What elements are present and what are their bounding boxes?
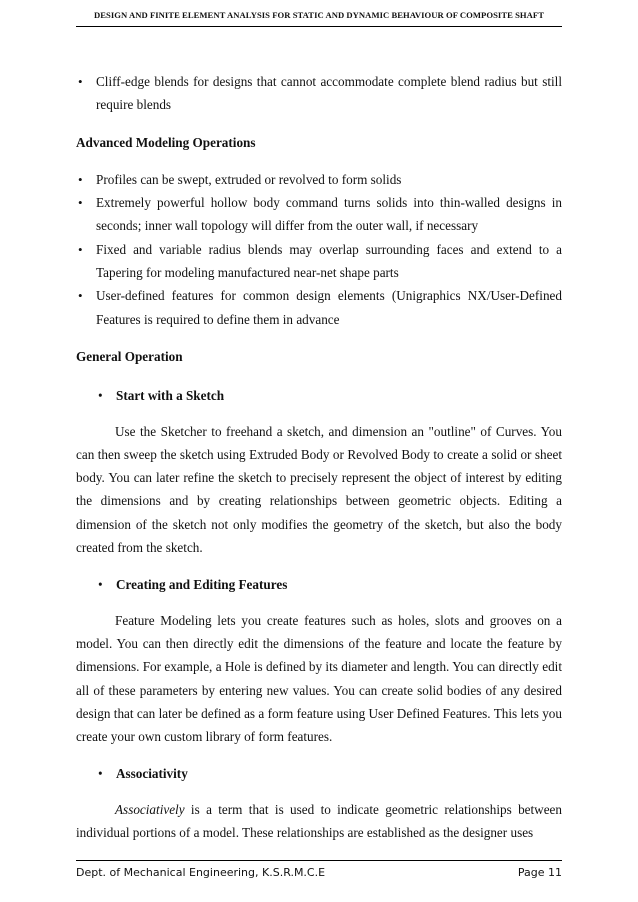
paragraph-creating-editing-features-text: Feature Modeling lets you create features such as holes, slots and grooves on a model. You can then directly edit the dimensions of the feature and locate the feature by dimensions. For example, a Hole is defined by its diameter and length. You can directly edit all of these parameters by entering new values. You can create solid bodies of any desired design that can later be defined as a form feature using User Defined Features. This lets you create your own custom library of form features. — [76, 612, 562, 745]
term-associatively: Associatively — [115, 801, 185, 817]
bullet-profiles: • Profiles can be swept, extruded or revolved to form solids — [76, 168, 562, 191]
heading-advanced-modeling: Advanced Modeling Operations — [76, 134, 256, 150]
page-footer — [76, 866, 562, 879]
paragraph-start-with-sketch: Use the Sketcher to freehand a sketch, and dimension an "outline" of Curves. You can then sweep the sketch using Extruded Body or Revolved Body to create a solid or sheet body. You can later refine the sketch to precisely represent the object of interest by editing the dimensions and by creating relationships between geometric objects. Editing a dimension of the sketch not only modifies the geometry of the sketch, but also the body created from the sketch. — [76, 423, 562, 556]
bullet-hollow-body: • Extremely powerful hollow body command turns solids into thin-walled designs in seconds; inner wall topology will differ from the outer wall, if necessary — [76, 191, 562, 238]
bullet-user-defined-features: • User-defined features for common design elements (Unigraphics NX/User-Defined Features is required to define them in advance — [76, 284, 562, 331]
bullet-cliff-edge-blends: • Cliff-edge blends for designs that cannot accommodate complete blend radius but still require blends — [76, 70, 562, 117]
paragraph-creating-editing-features — [76, 609, 562, 749]
heading-general-operation: General Operation — [76, 348, 183, 364]
footer-rule — [76, 860, 562, 861]
subheading-creating-editing-features: • Creating and Editing Features — [76, 573, 562, 596]
header-rule — [76, 26, 562, 27]
advanced-bullet-list — [76, 168, 562, 331]
subheading-associativity: • Associativity — [76, 762, 562, 785]
running-header: DESIGN AND FINITE ELEMENT ANALYSIS FOR STATIC AND DYNAMIC BEHAVIOUR OF COMPOSITE SHAFT — [94, 10, 544, 20]
footer-page-number: Page 11 — [517, 866, 562, 879]
bullet-blends: • Fixed and variable radius blends may overlap surrounding faces and extend to a Tapering for modeling manufactured near-net shape parts — [76, 238, 562, 285]
paragraph-associativity-text: is a term that is used to indicate geometric relationships between individual portions of a model. These relationships are established as the designer uses — [76, 801, 562, 841]
footer-department: Dept. of Mechanical Engineering, K.S.R.M.C.E — [76, 866, 326, 879]
paragraph-associativity — [76, 798, 562, 845]
subheading-start-with-sketch: • Start with a Sketch — [76, 384, 562, 407]
page-body — [76, 70, 562, 844]
